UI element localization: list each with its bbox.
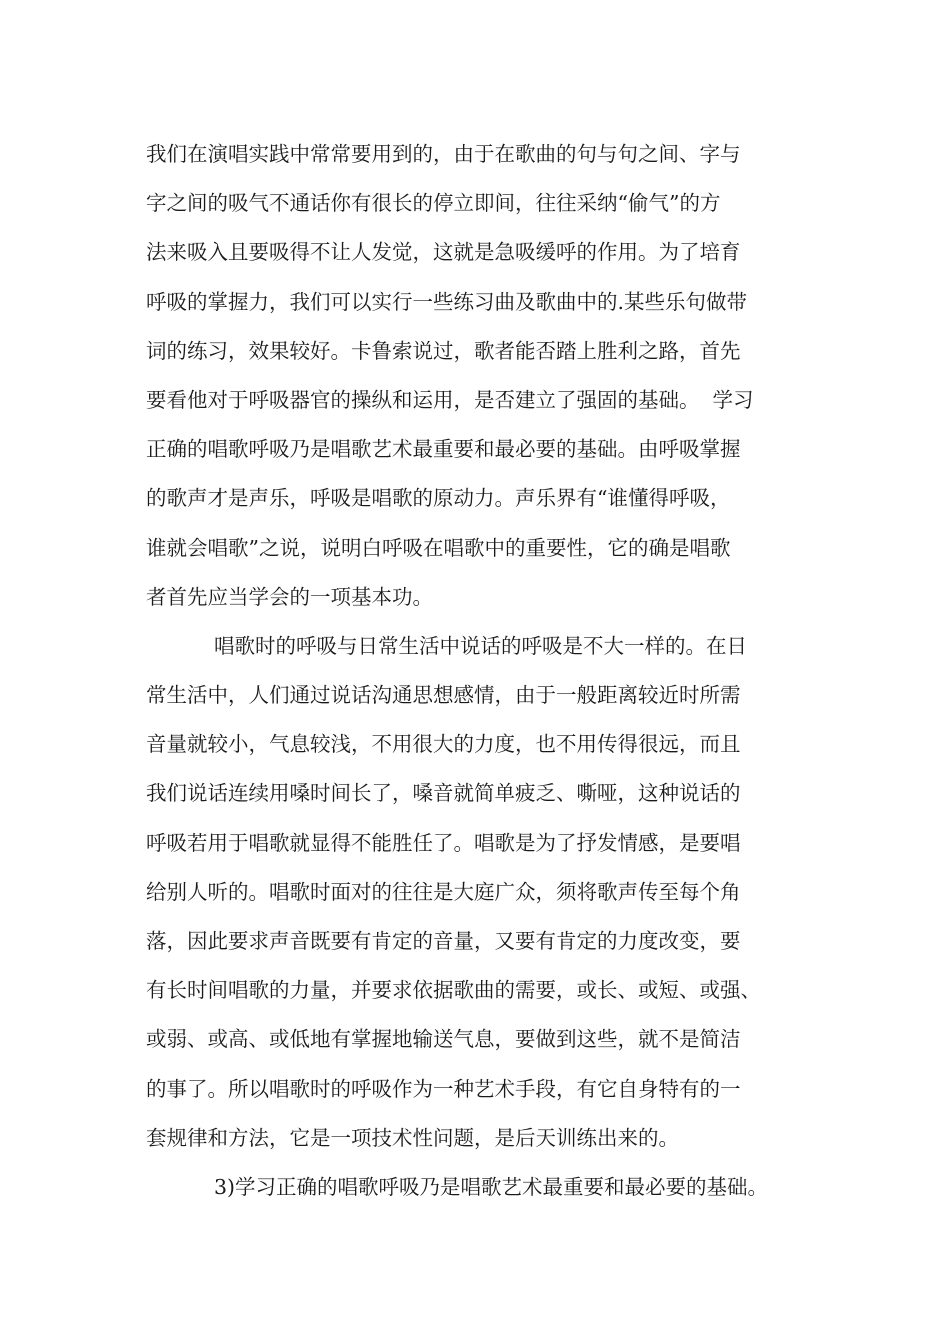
paragraph-2-line: 我们说话连续用嗓时间长了，嗓音就简单疲乏、嘶哑，这种说话的: [146, 781, 741, 806]
paragraph-2-line: 唱歌时的呼吸与日常生活中说话的呼吸是不大一样的。在日: [214, 633, 747, 658]
paragraph-1-line: 呼吸的掌握力，我们可以实行一些练习曲及歌曲中的.某些乐句做带: [146, 289, 748, 314]
paragraph-2-line: 有长时间唱歌的力量，并要求依据歌曲的需要，或长、或短、或强、: [146, 978, 761, 1003]
paragraph-2-line: 常生活中，人们通过说话沟通思想感情，由于一般距离较近时所需: [146, 683, 741, 708]
paragraph-1-line: 谁就会唱歌”之说，说明白呼吸在唱歌中的重要性，它的确是唱歌: [146, 535, 731, 560]
paragraph-1-line: 我们在演唱实践中常常要用到的，由于在歌曲的句与句之间、字与: [146, 142, 741, 166]
document-body: [146, 130, 846, 1212]
paragraph-1-line: 字之间的吸气不通话你有很长的停立即间，往往采纳“偷气”的方: [146, 191, 721, 216]
paragraph-1-line: 法来吸入且要吸得不让人发觉，这就是急吸缓呼的作用。为了培育: [146, 240, 741, 265]
paragraph-2-line: 音量就较小，气息较浅，不用很大的力度，也不用传得很远，而且: [146, 732, 741, 757]
paragraph-1-line: 正确的唱歌呼吸乃是唱歌艺术最重要和最必要的基础。由呼吸掌握: [146, 437, 741, 462]
paragraph-1-line: 者首先应当学会的一项基本功。: [146, 584, 433, 609]
paragraph-1-line: 的歌声才是声乐，呼吸是唱歌的原动力。声乐界有“谁懂得呼吸，: [146, 486, 731, 511]
paragraph-2-line: 落，因此要求声音既要有肯定的音量，又要有肯定的力度改变，要: [146, 929, 741, 953]
paragraph-1-line: 要看他对于呼吸器官的操纵和运用，是否建立了强固的基础。 学习: [146, 387, 754, 412]
paragraph-2-line: 或弱、或高、或低地有掌握地输送气息，要做到这些，就不是简洁: [146, 1027, 741, 1052]
paragraph-2-line: 给别人听的。唱歌时面对的往往是大庭广众，须将歌声传至每个角: [146, 879, 741, 904]
paragraph-1-line: 词的练习，效果较好。卡鲁索说过，歌者能否踏上胜利之路，首先: [146, 338, 741, 363]
paragraph-2-line: 套规律和方法，它是一项技术性问题，是后天训练出来的。: [146, 1125, 679, 1150]
section-3-heading: 3)学习正确的唱歌呼吸乃是唱歌艺术最重要和最必要的基础。: [214, 1174, 769, 1199]
paragraph-2-line: 的事了。所以唱歌时的呼吸作为一种艺术手段，有它自身特有的一: [146, 1076, 741, 1101]
paragraph-2-line: 呼吸若用于唱歌就显得不能胜任了。唱歌是为了抒发情感，是要唱: [146, 830, 741, 855]
